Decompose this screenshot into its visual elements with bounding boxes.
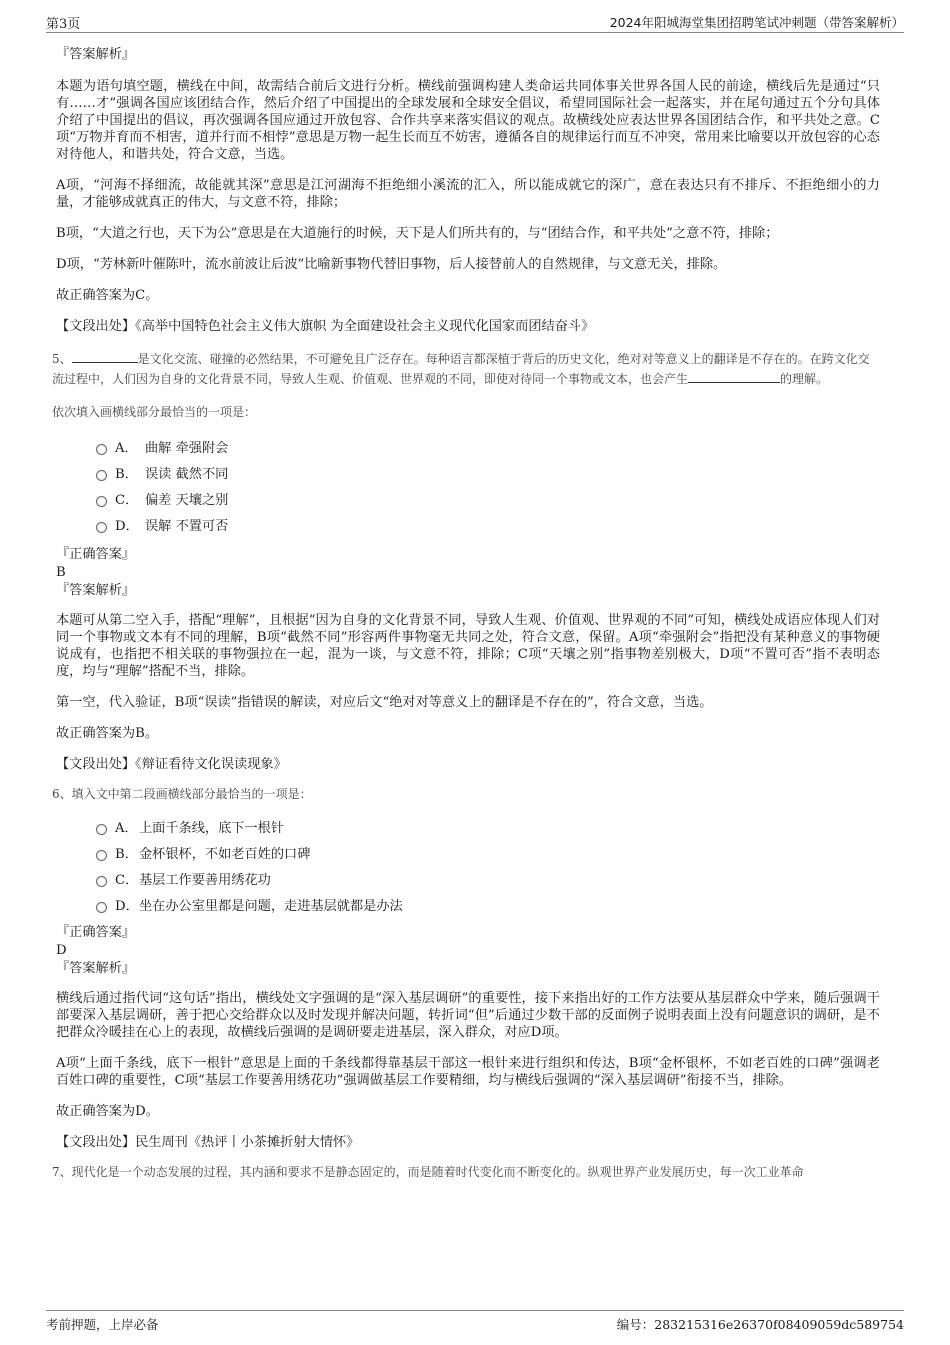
document-code: 编号：283215316e26370f08409059dc589754 bbox=[616, 1317, 904, 1332]
option-c[interactable]: C． 基层工作要善用绣花功 bbox=[96, 868, 880, 894]
option-d[interactable]: D． 坐在办公室里都是问题，走进基层就都是办法 bbox=[96, 894, 880, 920]
fill-blank-1 bbox=[72, 349, 138, 363]
question-number: 7、 bbox=[52, 1165, 72, 1179]
radio-icon[interactable] bbox=[96, 824, 107, 835]
analysis-paragraph: A项“上面千条线，底下一根针”意思是上面的千条线都得靠基层干部这一根针来进行组织和传达，B项“金杯银杯，不如老百姓的口碑”强调老百姓口碑的重要性，C项“基层工作要善用绣花功”强调做基层工作要精细，均与横线后强调的“深入基层调研”衔接不当，排除。 bbox=[56, 1056, 880, 1088]
question-6-text bbox=[52, 785, 880, 804]
source-citation: 【文段出处】民生周刊《热评丨小茶摊折射大情怀》 bbox=[56, 1135, 360, 1150]
radio-icon[interactable] bbox=[96, 902, 107, 913]
analysis-label: 『答案解析』 bbox=[56, 47, 136, 62]
option-b[interactable]: B． 误读 截然不同 bbox=[96, 462, 880, 488]
question-5-options bbox=[56, 436, 880, 540]
question-body: 是文化交流、碰撞的必然结果，不可避免且广泛存在。每种语言都深植于背后的历史文化，绝对对等意义上的翻译是不存在的。在跨文化交流过程中，人们因为自身的文化背景不同，导致人生观、价值观、世界观的不同，即使对待同一个事物或文本，也会产生 bbox=[52, 352, 870, 386]
question-6-options bbox=[56, 816, 880, 920]
question-body: 现代化是一个动态发展的过程，其内涵和要求不是静态固定的，而是随着时代变化而不断变化的。纵观世界产业发展历史，每一次工业革命 bbox=[71, 1165, 804, 1179]
analysis-paragraph: 第一空，代入验证，B项“误读”指错误的解读，对应后文“绝对对等意义上的翻译是不存在的”，符合文意，当选。 bbox=[56, 695, 713, 710]
page-content bbox=[52, 46, 880, 1182]
answer-conclusion: 故正确答案为D。 bbox=[56, 1104, 159, 1119]
question-number: 6、 bbox=[52, 787, 72, 801]
source-citation: 【文段出处】《高举中国特色社会主义伟大旗帜 为全面建设社会主义现代化国家而团结奋斗》 bbox=[56, 319, 595, 334]
correct-answer-label: 『正确答案』 bbox=[56, 547, 136, 562]
correct-answer: D bbox=[56, 943, 67, 958]
answer-conclusion: 故正确答案为C。 bbox=[56, 288, 159, 303]
correct-answer: B bbox=[56, 565, 66, 580]
radio-icon[interactable] bbox=[96, 522, 107, 533]
option-b[interactable]: B． 金杯银杯，不如老百姓的口碑 bbox=[96, 842, 880, 868]
page-header bbox=[46, 10, 904, 33]
analysis-label: 『答案解析』 bbox=[56, 961, 136, 976]
question-number: 5、 bbox=[52, 352, 72, 366]
radio-icon[interactable] bbox=[96, 444, 107, 455]
analysis-paragraph: B项，“大道之行也，天下为公”意思是在大道施行的时候，天下是人们所共有的，与“团结合作，和平共处”之意不符，排除； bbox=[56, 226, 779, 241]
analysis-paragraph: 本题可从第二空入手，搭配“理解”，且根据“因为自身的文化背景不同，导致人生观、价值观、世界观的不同”可知，横线处成语应体现人们对同一个事物或文本有不同的理解，B项“截然不同”形容两件事物毫无共同之处，符合文意，保留。A项“牵强附会”指把没有某种意义的事物硬说成有，也指把不相关联的事物强拉在一起，混为一谈，与文意不符，排除；C项“天壤之别”指事物差别极大，D项“不置可否”指不表明态度，均与“理解”搭配不当，排除。 bbox=[56, 613, 880, 679]
question-prompt: 依次填入画横线部分最恰当的一项是： bbox=[52, 405, 257, 419]
question-5-text bbox=[52, 349, 880, 389]
radio-icon[interactable] bbox=[96, 470, 107, 481]
analysis-paragraph: D项，“芳林新叶催陈叶，流水前波让后波”比喻新事物代替旧事物，后人接替前人的自然规律，与文意无关，排除。 bbox=[56, 257, 727, 272]
radio-icon[interactable] bbox=[96, 876, 107, 887]
question-body: 填入文中第二段画横线部分最恰当的一项是： bbox=[71, 787, 312, 801]
document-title: 2024年阳城海堂集团招聘笔试冲刺题（带答案解析） bbox=[609, 15, 904, 30]
analysis-label: 『答案解析』 bbox=[56, 583, 136, 598]
option-d[interactable]: D． 误解 不置可否 bbox=[96, 514, 880, 540]
source-citation: 【文段出处】《辩证看待文化误读现象》 bbox=[56, 757, 287, 772]
analysis-paragraph: A项，“河海不择细流，故能就其深”意思是江河湖海不拒绝细小溪流的汇入，所以能成就它的深广，意在表达只有不排斥、不拒绝细小的力量，才能够成就真正的伟大，与文意不符，排除； bbox=[56, 178, 880, 210]
analysis-paragraph: 本题为语句填空题，横线在中间，故需结合前后文进行分析。横线前强调构建人类命运共同体事关世界各国人民的前途，横线后先是通过“只有……才”强调各国应该团结合作，然后介绍了中国提出的全球发展和全球安全倡议，希望同国际社会一起落实，并在尾句通过五个分句具体介绍了中国提出的倡议，再次强调各国应通过开放包容、合作共享来落实倡议的观点。故横线处应表达世界各国团结合作，和平共处之意。C项“万物并育而不相害，道并行而不相悖”意思是万物一起生长而互不妨害，遵循各自的规律运行而互不冲突，常用来比喻要以开放包容的心态对待他人，和谐共处，符合文意，当选。 bbox=[56, 79, 880, 162]
fill-blank-2 bbox=[688, 369, 780, 383]
page-footer bbox=[46, 1310, 904, 1333]
question-tail: 的理解。 bbox=[780, 372, 829, 386]
question-7-text bbox=[52, 1163, 880, 1182]
answer-conclusion: 故正确答案为B。 bbox=[56, 726, 159, 741]
footer-slogan: 考前押题，上岸必备 bbox=[46, 1317, 159, 1332]
analysis-paragraph: 横线后通过指代词“这句话”指出，横线处文字强调的是“深入基层调研”的重要性，接下来指出好的工作方法要从基层群众中学来，随后强调干部要深入基层调研，善于把心交给群众以及时发现并解决问题，转折词“但”后通过少数干部的反面例子说明表面上没有问题意识的调研，是不把群众冷暖挂在心上的表现，故横线后强调的是调研要走进基层，深入群众，对应D项。 bbox=[56, 991, 880, 1040]
radio-icon[interactable] bbox=[96, 496, 107, 507]
option-a[interactable]: A． 曲解 牵强附会 bbox=[96, 436, 880, 462]
correct-answer-label: 『正确答案』 bbox=[56, 925, 136, 940]
page-number: 第3页 bbox=[46, 17, 81, 32]
option-c[interactable]: C． 偏差 天壤之别 bbox=[96, 488, 880, 514]
radio-icon[interactable] bbox=[96, 850, 107, 861]
option-a[interactable]: A． 上面千条线，底下一根针 bbox=[96, 816, 880, 842]
